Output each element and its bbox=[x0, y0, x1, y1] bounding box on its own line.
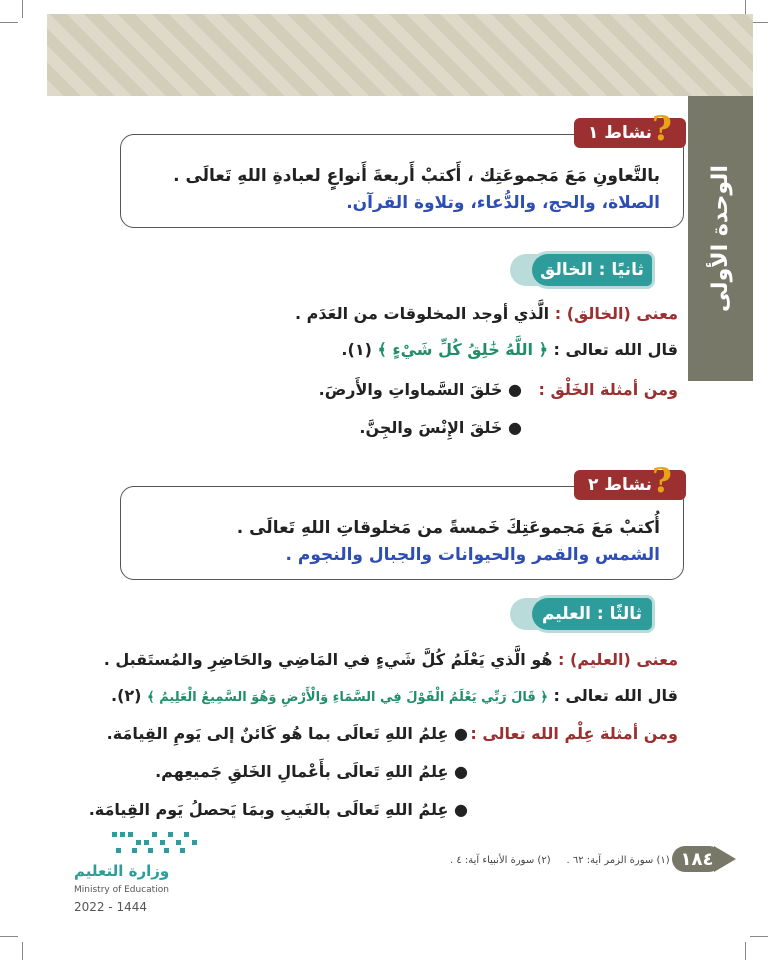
section2-heading bbox=[532, 254, 652, 286]
example-text: عِلمُ اللهِ تَعالَى بأَعْمالِ الخَلقِ جَميعِهم. bbox=[155, 762, 449, 781]
meaning-text: الَّذي أوجد المخلوقات من العَدَم . bbox=[294, 304, 550, 323]
activity2-tag-label: نشاط ٢ bbox=[588, 475, 653, 495]
crop-mark bbox=[750, 936, 768, 937]
bullet-icon: ● bbox=[454, 724, 468, 743]
crop-mark bbox=[22, 0, 23, 18]
said-label: قال الله تعالى : bbox=[553, 340, 678, 359]
examples-label: ومن أمثلة عِلْم الله تعالى : bbox=[470, 724, 678, 743]
unit-label: الوحدة الأولى bbox=[708, 165, 733, 312]
unit-side-tab bbox=[688, 96, 753, 381]
example-text: خَلقَ الإِنْسَ والجِنَّ. bbox=[359, 418, 503, 437]
activity1-answer: الصلاة، والحج، والدُّعاء، وتلاوة القرآن. bbox=[346, 193, 660, 213]
bullet-icon: ● bbox=[508, 380, 522, 399]
footnotes bbox=[450, 855, 670, 866]
verse-text: ﴿ قَالَ رَبِّي يَعْلَمُ الْقَوْلَ فِي السَّمَاءِ وَالْأَرْضِ وَهُوَ السَّمِيعُ الْعَلِيمُ ﴾ bbox=[147, 690, 548, 705]
section2-example-2 bbox=[359, 418, 522, 437]
ministry-name-english: Ministry of Education bbox=[74, 885, 169, 895]
section3-verse-line bbox=[111, 686, 678, 705]
activity1-tag-label: نشاط ١ bbox=[588, 123, 653, 143]
section3-example-3 bbox=[89, 800, 468, 819]
activity1-question: بالتَّعاونِ مَعَ مَجموعَتِك ، أَكتبْ أَربعةَ أَنواعٍ لعبادةِ اللهِ تَعالَى . bbox=[173, 166, 660, 186]
section3-heading bbox=[532, 598, 652, 630]
page-number: ١٨٤ bbox=[672, 846, 722, 872]
section2-verse-line bbox=[341, 340, 678, 359]
edition-year: 2022 - 1444 bbox=[74, 900, 148, 914]
said-label: قال الله تعالى : bbox=[553, 686, 678, 705]
bullet-icon: ● bbox=[508, 418, 522, 437]
section3-meaning bbox=[104, 650, 678, 669]
section2-examples-label bbox=[539, 380, 679, 399]
ministry-name-arabic: وزارة التعليم bbox=[74, 862, 170, 880]
ministry-logo-icon bbox=[112, 830, 202, 860]
question-mark-icon: ? bbox=[652, 109, 672, 149]
section3-examples-label bbox=[470, 724, 678, 743]
footnote-1: (١) سورة الزمر آية: ٦٢ . bbox=[566, 855, 670, 866]
verse-ref: (٢). bbox=[111, 686, 142, 705]
activity2-question: أُكتبْ مَعَ مَجموعَتِكَ خَمسةً من مَخلوقاتِ اللهِ تَعالَى . bbox=[236, 518, 660, 538]
verse-ref: (١). bbox=[341, 340, 372, 359]
bullet-icon: ● bbox=[454, 762, 468, 781]
example-text: عِلمُ اللهِ تَعالَى بما هُو كَائنٌ إلى يَومِ القِيامَة. bbox=[106, 724, 449, 743]
crop-mark bbox=[745, 942, 746, 960]
activity2-answer: الشمس والقمر والحيوانات والجبال والنجوم . bbox=[285, 545, 660, 565]
header-band bbox=[47, 14, 753, 96]
verse-text: ﴿ اللَّهُ خَٰلِقُ كُلِّ شَيْءٍ ﴾ bbox=[377, 340, 548, 359]
section2-heading-text: ثانيًا : الخالق bbox=[540, 260, 644, 280]
examples-label: ومن أمثلة الخَلْق : bbox=[538, 380, 678, 399]
section3-heading-text: ثالثًا : العليم bbox=[541, 604, 643, 624]
footnote-2: (٢) سورة الأنبياء آية: ٤ . bbox=[450, 855, 551, 866]
crop-mark bbox=[22, 942, 23, 960]
example-text: عِلمُ اللهِ تَعالَى بالغَيبِ وبمَا يَحصلُ يَوم القِيامَة. bbox=[88, 800, 449, 819]
question-mark-icon: ? bbox=[652, 461, 672, 501]
meaning-label: معنى (العليم) : bbox=[558, 650, 678, 669]
section2-example-1 bbox=[319, 380, 522, 399]
section3-example-1 bbox=[107, 724, 468, 743]
bullet-icon: ● bbox=[454, 800, 468, 819]
meaning-text: هُو الَّذي يَعْلَمُ كُلَّ شَيءٍ في المَاضِي والحَاضِرِ والمُستَقبل . bbox=[103, 650, 553, 669]
section3-example-2 bbox=[155, 762, 468, 781]
meaning-label: معنى (الخالق) : bbox=[554, 304, 678, 323]
crop-mark bbox=[0, 936, 18, 937]
crop-mark bbox=[0, 22, 18, 23]
example-text: خَلقَ السَّماواتِ والأَرضَ. bbox=[318, 380, 503, 399]
section2-meaning bbox=[295, 304, 678, 323]
